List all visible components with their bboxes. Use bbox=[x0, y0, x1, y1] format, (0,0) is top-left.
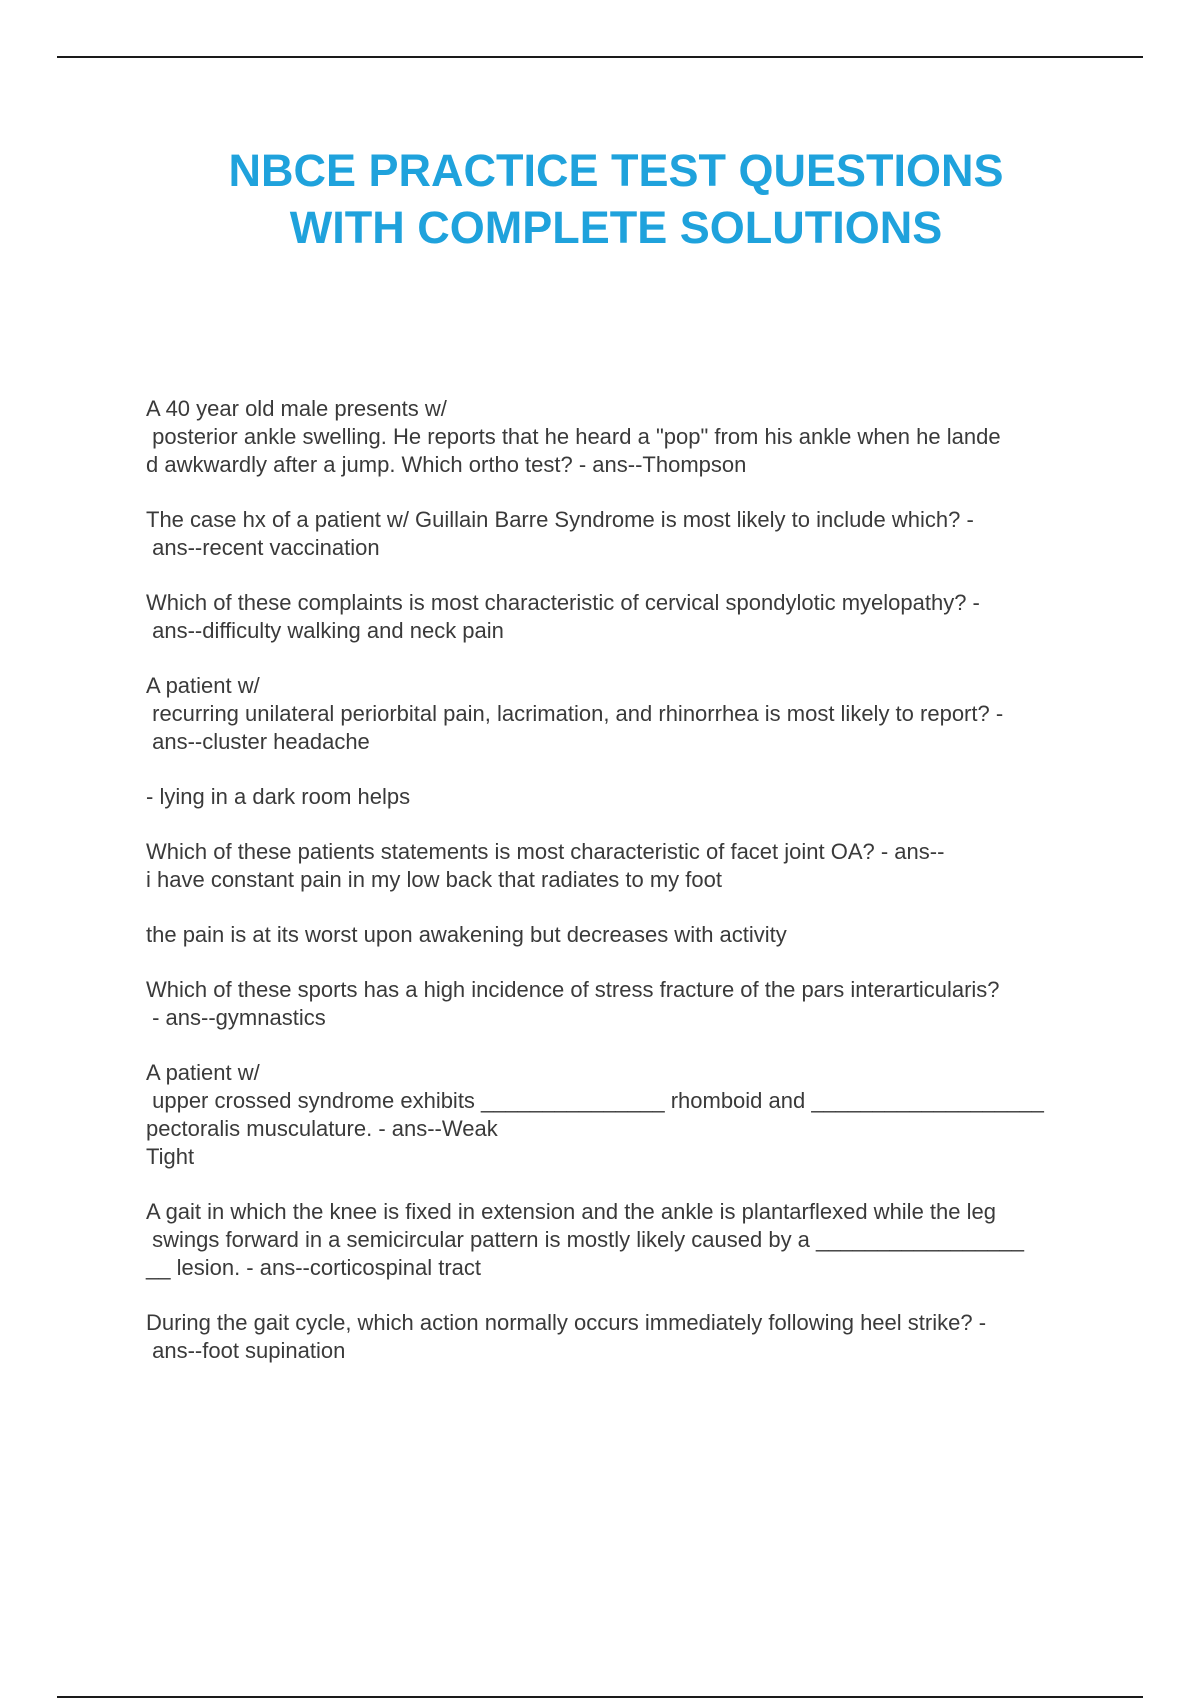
text-line: swings forward in a semicircular pattern is mostly likely caused by a _________________ bbox=[146, 1227, 1025, 1252]
text-line: ans--difficulty walking and neck pain bbox=[146, 618, 504, 643]
text-line: posterior ankle swelling. He reports that he heard a "pop" from his ankle when he lande bbox=[146, 424, 1001, 449]
text-line: - lying in a dark room helps bbox=[146, 784, 411, 809]
question-paragraph bbox=[146, 783, 1096, 811]
title-line-2: WITH COMPLETE SOLUTIONS bbox=[289, 202, 943, 253]
question-list bbox=[146, 395, 1096, 1392]
question-paragraph bbox=[146, 395, 1096, 479]
text-line: Tight bbox=[146, 1144, 195, 1169]
question-paragraph bbox=[146, 921, 1096, 949]
text-line: d awkwardly after a jump. Which ortho test? - ans--Thompson bbox=[146, 452, 747, 477]
text-line: The case hx of a patient w/ Guillain Barre Syndrome is most likely to include which? - bbox=[146, 507, 974, 532]
question-paragraph bbox=[146, 1059, 1096, 1171]
text-line: i have constant pain in my low back that radiates to my foot bbox=[146, 867, 722, 892]
question-paragraph bbox=[146, 976, 1096, 1032]
text-line: A patient w/ bbox=[146, 673, 260, 698]
text-line: ans--recent vaccination bbox=[146, 535, 380, 560]
text-line: __ lesion. - ans--corticospinal tract bbox=[146, 1255, 482, 1280]
top-rule bbox=[57, 56, 1143, 58]
text-line: pectoralis musculature. - ans--Weak bbox=[146, 1116, 498, 1141]
question-paragraph bbox=[146, 1309, 1096, 1365]
text-line: the pain is at its worst upon awakening but decreases with activity bbox=[146, 922, 787, 947]
document-title bbox=[0, 142, 1200, 256]
question-paragraph bbox=[146, 838, 1096, 894]
question-paragraph bbox=[146, 672, 1096, 756]
question-paragraph bbox=[146, 589, 1096, 645]
text-line: A gait in which the knee is fixed in extension and the ankle is plantarflexed while the leg bbox=[146, 1199, 996, 1224]
question-paragraph bbox=[146, 1198, 1096, 1282]
question-paragraph bbox=[146, 506, 1096, 562]
text-line: Which of these patients statements is most characteristic of facet joint OA? - ans-- bbox=[146, 839, 945, 864]
text-line: recurring unilateral periorbital pain, lacrimation, and rhinorrhea is most likely to report? - bbox=[146, 701, 1004, 726]
text-line: Which of these sports has a high incidence of stress fracture of the pars interarticularis? bbox=[146, 977, 1000, 1002]
bottom-rule bbox=[57, 1696, 1143, 1698]
text-line: Which of these complaints is most characteristic of cervical spondylotic myelopathy? - bbox=[146, 590, 980, 615]
text-line: upper crossed syndrome exhibits _______________ rhomboid and ___________________ bbox=[146, 1088, 1044, 1113]
text-line: A 40 year old male presents w/ bbox=[146, 396, 447, 421]
text-line: - ans--gymnastics bbox=[146, 1005, 326, 1030]
text-line: A patient w/ bbox=[146, 1060, 260, 1085]
text-line: ans--foot supination bbox=[146, 1338, 346, 1363]
text-line: ans--cluster headache bbox=[146, 729, 370, 754]
text-line: During the gait cycle, which action normally occurs immediately following heel strike? - bbox=[146, 1310, 987, 1335]
title-line-1: NBCE PRACTICE TEST QUESTIONS bbox=[228, 145, 1004, 196]
